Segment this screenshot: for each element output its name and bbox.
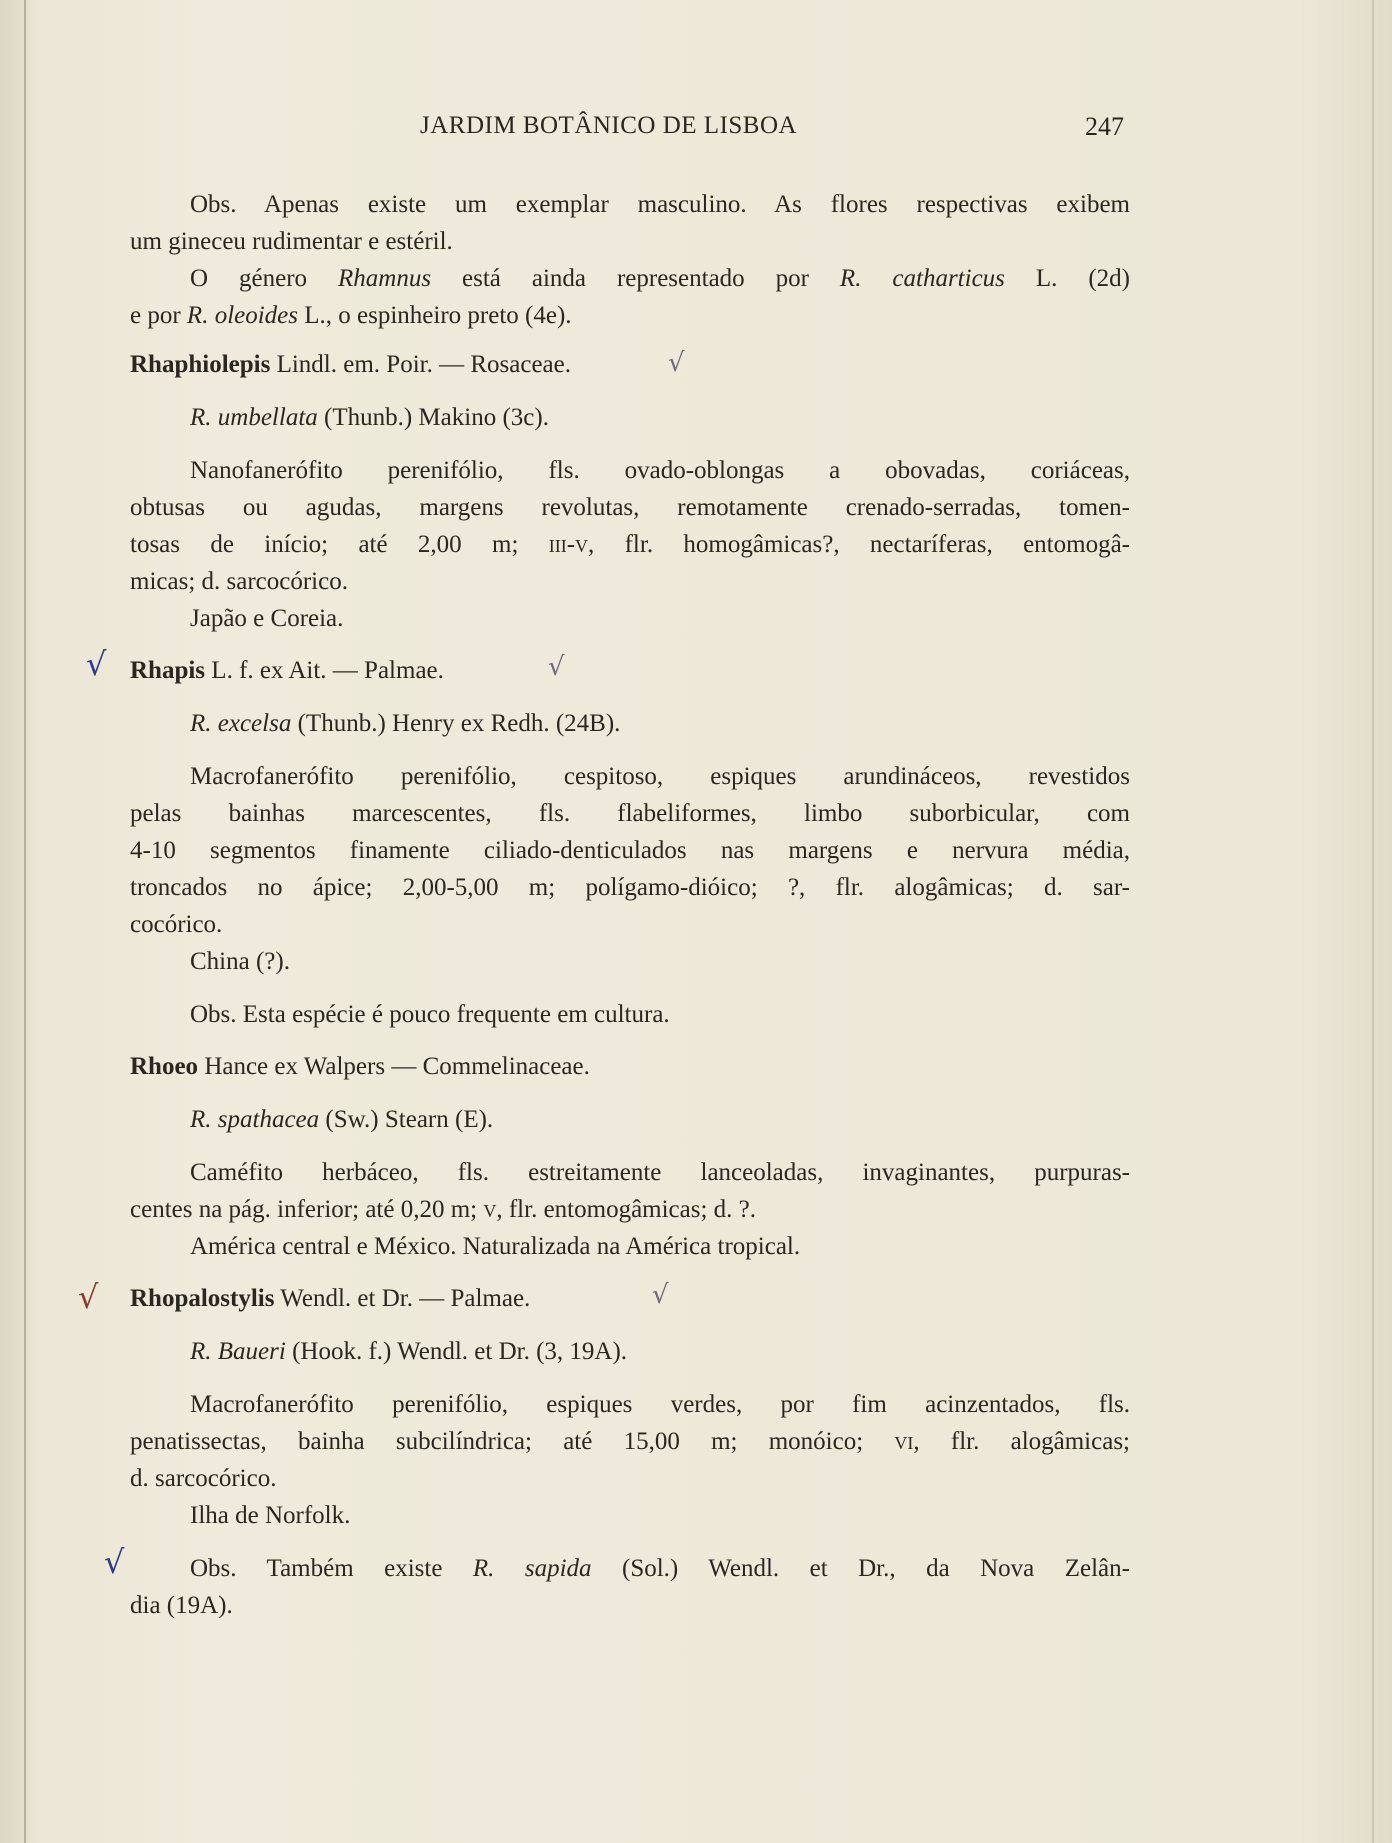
genus-heading [130,346,1130,383]
text-run: L. (2d) [1004,265,1131,292]
flowering-months: vi [894,1428,914,1455]
rhamnus-note-line [130,260,1130,297]
description-line: d. sarcocórico. [130,1465,277,1492]
species-heading [130,399,1130,436]
genus-name: Rhamnus [338,265,432,292]
text-run: L., o espinheiro preto (4e). [298,302,572,329]
description-line [130,526,1130,563]
description-line: pelas bainhas marcescentes, fls. flabeliformes, limbo suborbicular, com [130,800,1130,827]
description-line: cocórico. [130,911,223,938]
description-line: 4-10 segmentos finamente ciliado-denticulados nas margens e nervura média, [130,837,1130,864]
page-number: 247 [1085,112,1124,141]
genus-heading [130,1048,1130,1085]
pen-check-mark-icon: √ [78,1278,99,1316]
description-line: micas; d. sarcocórico. [130,568,348,595]
genus-authority: Hance ex Walpers — Commelinaceae. [198,1053,590,1080]
obs-rhamnus-block [130,186,1130,334]
genus-name: Rhoeo [130,1053,199,1080]
page-edge-left [24,0,26,1843]
genus-heading [130,1280,1130,1317]
species-authority: (Sw.) Stearn (E). [319,1106,494,1133]
text-run: e por [130,302,187,329]
distribution: Ilha de Norfolk. [190,1502,351,1529]
observation: Obs. Esta espécie é pouco frequente em cultura. [190,1001,670,1028]
entry-rhapis [130,652,1130,1033]
observation: dia (19A). [130,1592,233,1619]
page-edge-right [1372,0,1374,1843]
species-authority: (Thunb.) Makino (3c). [317,404,549,431]
genus-authority: Lindl. em. Poir. — Rosaceae. [270,351,571,378]
check-mark-icon: √ [548,652,565,682]
description-line: Caméfito herbáceo, fls. estreitamente lanceoladas, invaginantes, purpuras- [190,1159,1130,1186]
description-line [130,1423,1130,1460]
text-run: , flr. entomogâmicas; d. ?. [496,1196,757,1223]
text-run: está ainda representado por [431,265,840,292]
species-heading [130,705,1130,742]
check-mark-icon: √ [668,348,685,378]
text-run: centes na pág. inferior; até 0,20 m; [130,1196,484,1223]
entry-rhoeo [130,1048,1130,1265]
flowering-months: iii-v [548,531,589,558]
flowering-months: v [483,1196,497,1223]
species-authority: (Hook. f.) Wendl. et Dr. (3, 19A). [285,1338,628,1365]
description-line: Macrofanerófito perenifólio, espiques verdes, por fim acinzentados, fls. [190,1391,1130,1418]
text-run: tosas de início; até 2,00 m; [130,531,549,558]
text-run: , flr. homogâmicas?, nectaríferas, entomogâ- [588,531,1130,558]
pen-check-mark-icon: √ [104,1543,125,1581]
obs-line: um gineceu rudimentar e estéril. [130,228,453,255]
species-name: R. spathacea [190,1106,320,1133]
genus-authority: Wendl. et Dr. — Palmae. [274,1285,531,1312]
description-line: Macrofanerófito perenifólio, cespitoso, espiques arundináceos, revestidos [190,763,1130,790]
description-line: troncados no ápice; 2,00-5,00 m; polígamo-dióico; ?, flr. alogâmicas; d. sar- [130,874,1130,901]
entry-rhaphiolepis [130,346,1130,637]
description-line: Nanofanerófito perenifólio, fls. ovado-oblongas a obovadas, coriáceas, [190,457,1130,484]
species-name: R. sapida [472,1555,592,1582]
description-line: obtusas ou agudas, margens revolutas, remotamente crenado-serradas, tomen- [130,494,1130,521]
text-run: Obs. Também existe [190,1555,473,1582]
species-name: R. oleoides [186,302,299,329]
text-run: (Sol.) Wendl. et Dr., da Nova Zelân- [591,1555,1130,1582]
species-heading [130,1101,1130,1138]
text-run: O género [190,265,338,292]
rhamnus-note-line [130,297,1130,334]
genus-name: Rhapis [130,657,206,684]
species-name: R. catharticus [839,265,1005,292]
distribution: China (?). [190,948,290,975]
species-heading [130,1333,1130,1370]
text-run: , flr. alogâmicas; [913,1428,1130,1455]
genus-name: Rhaphiolepis [130,351,271,378]
species-name: R. umbellata [190,404,318,431]
distribution: Japão e Coreia. [190,605,344,632]
species-authority: (Thunb.) Henry ex Redh. (24B). [291,710,621,737]
observation [130,1550,1130,1587]
description-line [130,1191,1130,1228]
entry-rhopalostylis [130,1280,1130,1624]
genus-authority: L. f. ex Ait. — Palmae. [205,657,444,684]
genus-heading [130,652,1130,689]
species-name: R. excelsa [190,710,292,737]
text-run: penatissectas, bainha subcilíndrica; até 15,00 m; monóico; [130,1428,895,1455]
species-name: R. Baueri [190,1338,286,1365]
distribution: América central e México. Naturalizada na América tropical. [190,1233,801,1260]
obs-line: Obs. Apenas existe um exemplar masculino. As flores respectivas exibem [190,191,1130,218]
genus-name: Rhopalostylis [130,1285,275,1312]
running-title: JARDIM BOTÂNICO DE LISBOA [420,112,798,139]
pen-check-mark-icon: √ [86,645,107,683]
check-mark-icon: √ [652,1280,669,1310]
